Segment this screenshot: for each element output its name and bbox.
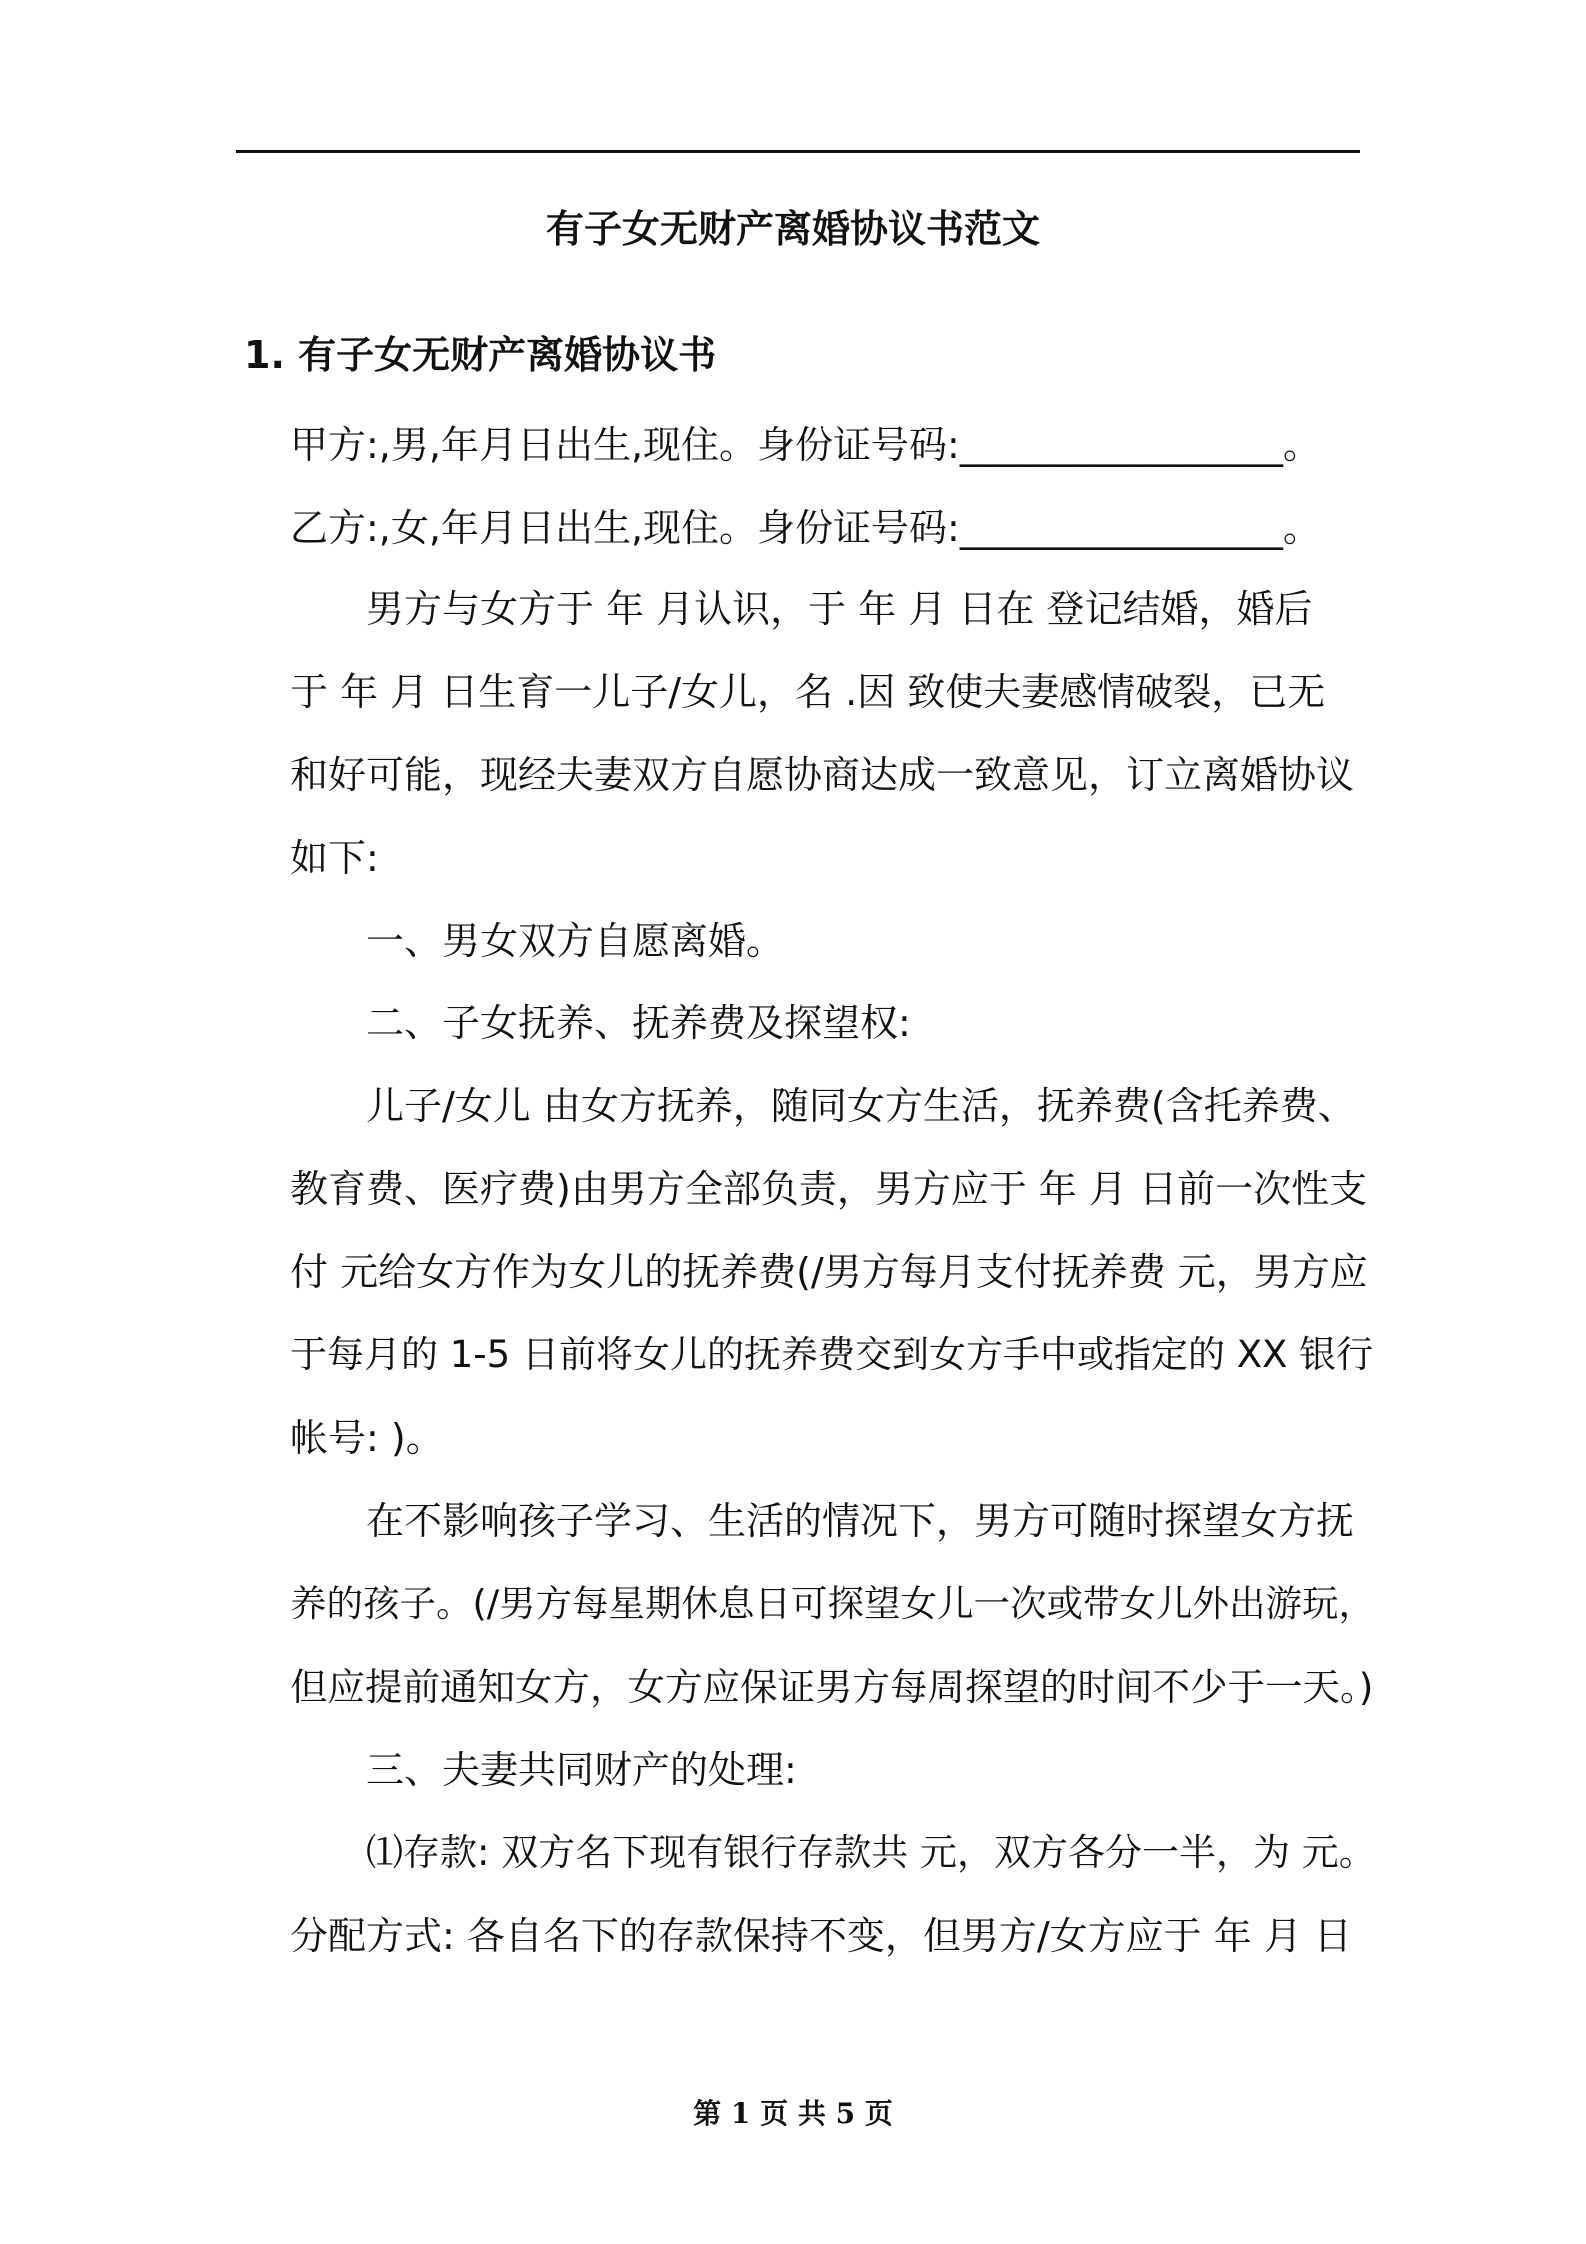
paragraph-line: 养的孩子。(/男方每星期休息日可探望女儿一次或带女儿外出游玩， (290, 1582, 1376, 1625)
paragraph-line: 付 元给女方作为女儿的抚养费(/男方每月支付抚养费 元，男方应 (290, 1250, 1368, 1294)
page-number: 第 1 页 共 5 页 (693, 2097, 893, 2130)
party-a-line: 甲方:,男,年月日出生,现住。身份证号码:_________________。 (290, 423, 1321, 467)
paragraph-line: 如下: (290, 836, 379, 880)
header-rule (236, 150, 1360, 153)
paragraph-line: 教育费、医疗费)由男方全部负责，男方应于 年 月 日前一次性支 (290, 1167, 1368, 1211)
paragraph-line: 男方与女方于 年 月认识，于 年 月 日在 登记结婚，婚后 (366, 587, 1313, 631)
paragraph-line: 分配方式: 各自名下的存款保持不变，但男方/女方应于 年 月 日 (290, 1914, 1352, 1958)
clause-heading: 三、夫妻共同财产的处理: (366, 1748, 797, 1792)
paragraph-line: 帐号: )。 (290, 1416, 444, 1460)
paragraph-line: 于每月的 1-5 日前将女儿的抚养费交到女方手中或指定的 XX 银行 (290, 1333, 1374, 1376)
paragraph-line: 于 年 月 日生育一儿子/女儿，名 .因 致使夫妻感情破裂，已无 (290, 670, 1326, 714)
party-b-line: 乙方:,女,年月日出生,现住。身份证号码:_________________。 (290, 506, 1321, 550)
paragraph-line: ⑴存款: 双方名下现有银行存款共 元，双方各分一半，为 元。 (366, 1831, 1376, 1874)
document-title: 有子女无财产离婚协议书范文 (545, 207, 1040, 251)
paragraph-line: 儿子/女儿 由女方抚养，随同女方生活，抚养费(含托养费、 (366, 1084, 1356, 1128)
section-heading: 1. 有子女无财产离婚协议书 (244, 333, 717, 377)
clause-heading: 一、男女双方自愿离婚。 (366, 919, 785, 963)
clause-heading: 二、子女抚养、抚养费及探望权: (366, 1001, 911, 1045)
paragraph-line: 但应提前通知女方，女方应保证男方每周探望的时间不少于一天。) (290, 1665, 1374, 1709)
paragraph-line: 和好可能，现经夫妻双方自愿协商达成一致意见，订立离婚协议 (290, 753, 1355, 797)
paragraph-line: 在不影响孩子学习、生活的情况下，男方可随时探望女方抚 (366, 1499, 1355, 1543)
